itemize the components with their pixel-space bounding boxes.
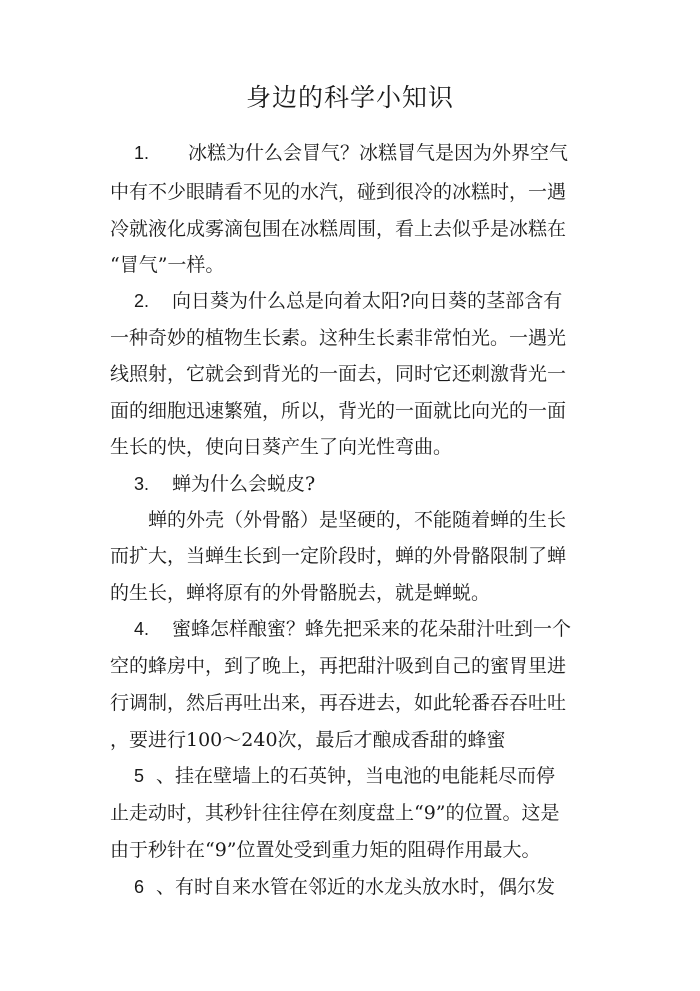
item-4-line-3: 行调制，然后再吐出来，再吞进去，如此轮番吞吞吐吐	[110, 692, 567, 714]
item-2-line-4: 面的细胞迅速繁殖，所以，背光的一面就比向光的一面	[110, 400, 567, 422]
item-4-line-4: ，要进行100～240次，最后才酿成香甜的蜂蜜	[110, 729, 506, 751]
item-1-text-1: 冰糕为什么会冒气？冰糕冒气是因为外界空气	[188, 142, 569, 164]
item-1-line-3: 冷就液化成雾滴包围在冰糕周围，看上去似乎是冰糕在	[110, 218, 567, 240]
item-4-line-2: 空的蜂房中，到了晚上，再把甜汁吸到自己的蜜胃里进	[110, 655, 567, 677]
item-1-line-4: “冒气”一样。	[110, 254, 225, 276]
item-3-text-1: 蝉为什么会蜕皮?	[172, 473, 316, 495]
item-3-line-2: 蝉的外壳（外骨骼）是坚硬的，不能随着蝉的生长	[148, 509, 567, 531]
item-1-line-1	[110, 140, 595, 166]
item-2-line-1	[110, 288, 595, 314]
item-4-line-1	[110, 616, 595, 642]
item-5-number: 5	[134, 766, 145, 786]
item-3-line-1	[110, 471, 595, 497]
item-5-line-3: 由于秒针在“9”位置处受到重力矩的阻碍作用最大。	[110, 839, 541, 861]
item-1-number: 1.	[134, 143, 150, 163]
item-2-text-1: 向日葵为什么总是向着太阳?向日葵的茎部含有	[172, 290, 563, 312]
item-1-line-2: 中有不少眼睛看不见的水汽，碰到很冷的冰糕时，一遇	[110, 181, 567, 203]
item-4-number: 4.	[134, 619, 150, 639]
item-2-number: 2.	[134, 291, 150, 311]
item-6-number: 6	[134, 877, 145, 897]
item-2-line-3: 线照射，它就会到背光的一面去，同时它还刺激背光一	[110, 363, 567, 385]
item-6-text-1: 、有时自来水管在邻近的水龙头放水时，偶尔发	[156, 876, 556, 898]
page-title: 身边的科学小知识	[245, 83, 454, 112]
item-3-line-4: 的生长，蝉将原有的外骨骼脱去，就是蝉蜕。	[110, 582, 491, 604]
item-3-number: 3.	[134, 474, 150, 494]
item-2-line-5: 生长的快，使向日葵产生了向光性弯曲。	[110, 436, 453, 458]
item-5-text-1: 、挂在壁墙上的石英钟，当电池的电能耗尽而停	[156, 765, 556, 787]
item-3-line-3: 而扩大，当蝉生长到一定阶段时，蝉的外骨骼限制了蝉	[110, 545, 567, 567]
item-5-line-2: 止走动时，其秒针往往停在刻度盘上“9”的位置。这是	[110, 802, 560, 824]
item-2-line-2: 一种奇妙的植物生长素。这种生长素非常怕光。一遇光	[110, 327, 567, 349]
item-4-text-1: 蜜蜂怎样酿蜜？蜂先把采来的花朵甜汁吐到一个	[172, 618, 572, 640]
item-5-line-1	[110, 763, 595, 789]
item-6-line-1	[110, 874, 595, 900]
